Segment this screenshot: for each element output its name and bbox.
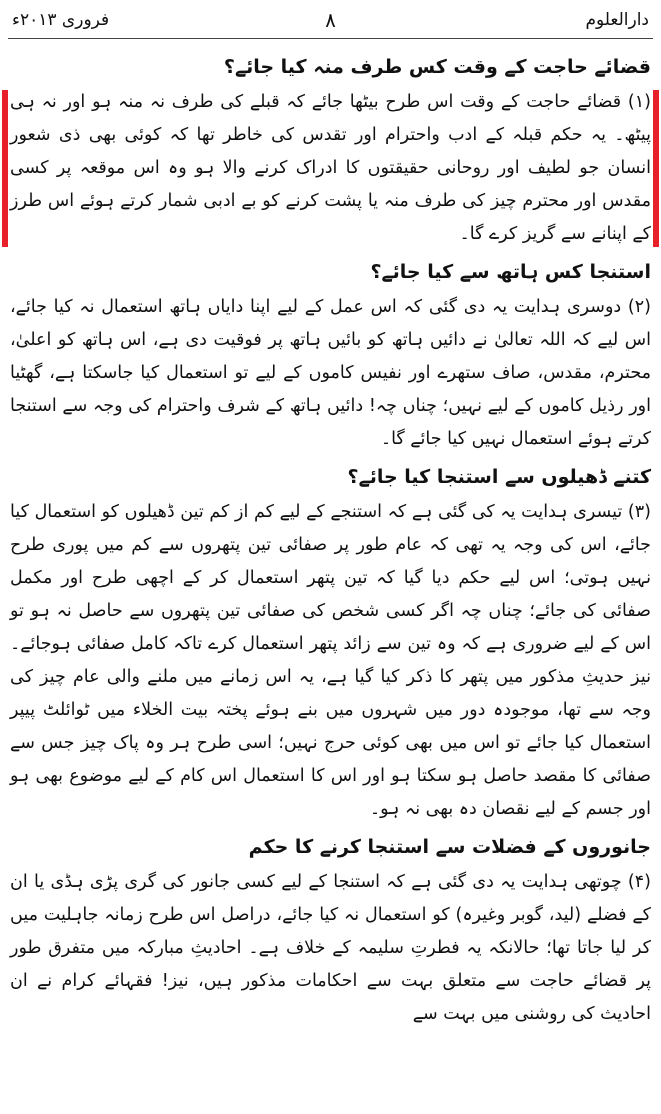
section-heading-animals: جانوروں کے فضلات سے استنجا کرنے کا حکم: [248, 836, 651, 858]
article-body: [10, 46, 651, 1033]
section-heading-hand: استنجا کس ہاتھ سے کیا جائے؟: [370, 261, 651, 283]
page-number: ۸: [325, 8, 336, 32]
paragraph-hand: (۲) دوسری ہدایت یہ دی گئی کہ اس عمل کے لیے اپنا دایاں ہاتھ استعمال نہ کیا جائے، اس لیے کہ اللہ تعالیٰ نے دائیں ہاتھ کو بائیں ہاتھ پر فوقیت دی ہے، اس ہاتھ کو اعلیٰ، محترم، مقدس، صاف ستھرے اور نفیس کاموں کے لیے تو استعمال کیا جاسکتا ہے، گھٹیا اور رذیل کاموں کے لیے نہیں؛ چناں چہ! دائیں ہاتھ کے شرف واحترام کی وجہ سے استنجا کرتے ہوئے استعمال نہیں کیا جائے گا۔: [10, 297, 651, 449]
issue-date: فروری ۲۰۱۳ء: [12, 10, 110, 30]
highlight-bar-left: [2, 90, 8, 247]
highlight-bar-right: [653, 90, 659, 247]
paragraph-stones: (۳) تیسری ہدایت یہ کی گئی ہے کہ استنجے کے لیے کم از کم تین ڈھیلوں کو استعمال کیا جائے، اس کی وجہ یہ تھی کہ عام طور پر صفائی تین پتھروں سے کم میں پوری طرح نہیں ہوتی؛ اس لیے حکم دیا گیا کہ تین پتھر استعمال کر کے اچھی طرح اور مکمل صفائی کی جائے؛ چناں چہ اگر کسی شخص کی صفائی تین پتھروں سے حاصل نہ ہو تو اس کے لیے ضروری ہے کہ وہ تین سے زائد پتھر استعمال کرے تاکہ کامل صفائی ہوجائے۔ نیز حدیثِ مذکور میں پتھر کا ذکر کیا گیا ہے، یہ اس زمانے میں ملنے والی عام چیز کی وجہ سے تھا، موجودہ دور میں شہروں میں بنے ہوئے پختہ بیت الخلاء میں ٹوائلٹ پیپر استعمال کیا جائے تو اس میں بھی کوئی حرج نہیں؛ اسی طرح ہر وہ پاک چیز جس سے صفائی کا مقصد حاصل ہو سکتا ہو اور اس کا استعمال اس کام کے لیے موضوع بھی ہو اور جسم کے لیے نقصان دہ بھی نہ ہو۔: [10, 502, 651, 819]
page-header: [12, 6, 649, 36]
highlighted-paragraph: [10, 86, 651, 251]
section-heading-stones: کتنے ڈھیلوں سے استنجا کیا جائے؟: [347, 466, 651, 488]
magazine-name: دارالعلوم: [585, 10, 649, 30]
paragraph-animals: (۴) چوتھی ہدایت یہ دی گئی ہے کہ استنجا کے لیے کسی جانور کی گری پڑی ہڈی یا ان کے فضلے (لید، گوبر وغیرہ) کو استعمال نہ کیا جائے، دراصل اس طرح زمانہ جاہلیت میں کر لیا جاتا تھا؛ حالانکہ یہ فطرتِ سلیمہ کے خلاف ہے۔ احادیثِ مبارکہ میں متفرق طور پر قضائے حاجت سے متعلق بہت سے احکامات مذکور ہیں، نیز! فقہائے کرام نے ان احادیث کی روشنی میں بہت سے: [10, 872, 651, 1024]
header-divider: [8, 38, 653, 39]
paragraph-qibla: (۱) قضائے حاجت کے وقت اس طرح بیٹھا جائے کہ قبلے کی طرف نہ منہ ہو اور نہ ہی پیٹھ۔ یہ حکم قبلہ کے ادب واحترام اور تقدس کی خاطر تھا کہ کوئی بھی ذی شعور انسان جو لطیف اور روحانی حقیقتوں کا ادراک کرنے والا ہو وہ اس موقعہ پر کسی مقدس اور محترم چیز کی طرف منہ یا پشت کرنے کو بے ادبی شمار کرتے ہوئے اس طرز کے اپنانے سے گریز کرے گا۔: [10, 92, 651, 244]
section-heading-qibla: قضائے حاجت کے وقت کس طرف منہ کیا جائے؟: [223, 56, 651, 78]
